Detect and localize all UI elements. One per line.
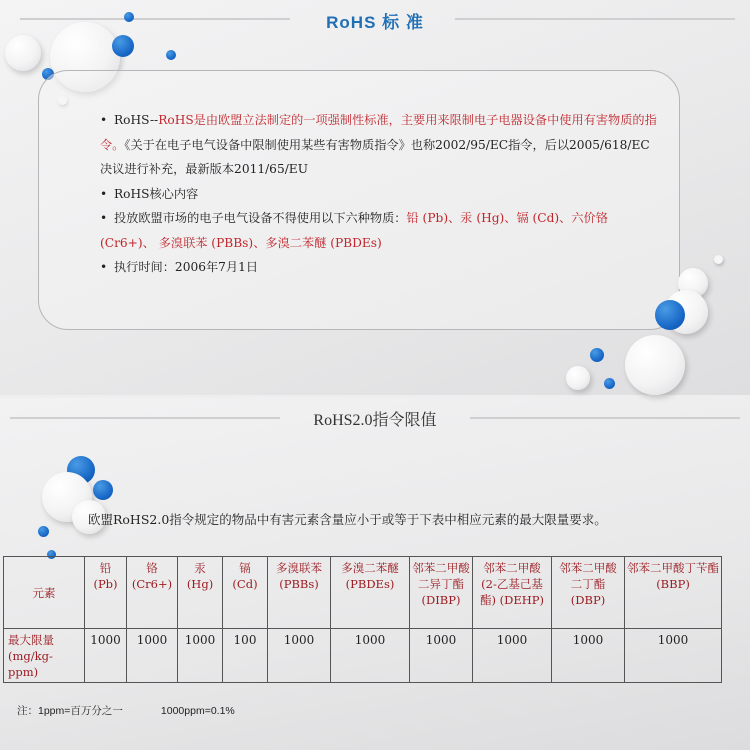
table-header-cell: 铅 (Pb)	[85, 557, 127, 629]
bullet-icon: •	[100, 113, 108, 127]
table-header-cell: 镉 (Cd)	[223, 557, 268, 629]
limits-intro-text: 欧盟RoHS2.0指令规定的物品中有害元素含量应小于或等于下表中相应元素的最大限量要求。	[88, 512, 607, 527]
table-header-cell: 汞 (Hg)	[178, 557, 223, 629]
decor-dot-blue	[166, 50, 176, 60]
substances-list: 铅 (Pb)、汞 (Hg)、镉 (Cd)、六价铬 (Cr6+)、 多溴联苯 (PBBs)、多溴二苯醚 (PBDEs)	[100, 211, 608, 250]
table-cell-value: 1000	[268, 629, 331, 683]
definition-rest: 《关于在电子电气设备中限制使用某些有害物质指令》也称2002/95/EC指令，后以2005/618/EC决议进行补充，最新版本2011/65/EU	[100, 137, 650, 176]
paragraph-effective-date	[100, 255, 660, 280]
paragraph-definition	[100, 108, 660, 182]
footnote-conversion: 1000ppm=0.1%	[160, 705, 235, 717]
decor-circle-white	[5, 35, 41, 71]
decor-circle-blue	[112, 35, 134, 57]
table-cell-value: 100	[223, 629, 268, 683]
footnote-ppm: 注：1ppm=百万分之一	[17, 705, 123, 717]
table-cell-value: 1000	[552, 629, 625, 683]
bullet-icon: •	[100, 211, 108, 225]
table-header-cell: 元素	[4, 557, 85, 629]
footnote	[17, 703, 273, 718]
table-header-cell: 邻苯二甲酸 (2-乙基己基酯) (DEHP)	[473, 557, 552, 629]
decor-circle-blue	[93, 480, 113, 500]
decor-circle-white-large	[625, 335, 685, 395]
substances-prefix: 投放欧盟市场的电子电气设备不得使用以下六种物质：	[114, 211, 407, 225]
decor-dot-white	[714, 255, 723, 264]
table-cell-value: 1000	[178, 629, 223, 683]
decor-dot-blue	[590, 348, 604, 362]
table-header-cell: 多溴二苯醚 (PBDEs)	[331, 557, 410, 629]
decor-dot-blue	[124, 12, 134, 22]
definition-red-text: RoHS是由欧盟立法制定的一项强制性标准，主要用来限制电子电器设备中使用有害物质的指令。	[100, 113, 657, 152]
definition-prefix: RoHS--	[114, 113, 159, 127]
decor-circle-white	[566, 366, 590, 390]
paragraph-core-content	[100, 182, 660, 207]
section-title-rohs2-limits: RoHS2.0指令限值	[313, 412, 437, 429]
table-header-cell: 邻苯二甲酸二异丁酯 (DIBP)	[410, 557, 473, 629]
limits-table	[3, 556, 722, 683]
section-title-rohs-standard: RoHS 标 准	[326, 13, 424, 32]
table-cell-value: 1000	[625, 629, 722, 683]
rohs-description	[100, 108, 660, 280]
effective-date: 执行时间：2006年7月1日	[114, 260, 259, 274]
table-header-cell: 邻苯二甲酸二丁酯 (DBP)	[552, 557, 625, 629]
table-header-row	[4, 557, 722, 629]
bullet-icon: •	[100, 260, 108, 274]
core-content-label: RoHS核心内容	[114, 186, 199, 201]
decor-circle-blue	[655, 300, 685, 330]
table-header-cell: 铬 (Cr6+)	[127, 557, 178, 629]
table-header-cell: 邻苯二甲酸丁苄酯 (BBP)	[625, 557, 722, 629]
table-header-cell: 多溴联苯 (PBBs)	[268, 557, 331, 629]
table-cell-value: 1000	[410, 629, 473, 683]
table-cell-value: 1000	[331, 629, 410, 683]
table-cell-value: 1000	[127, 629, 178, 683]
bullet-icon: •	[100, 186, 108, 201]
row-label-max-limit: 最大限量 (mg/kg-ppm)	[4, 629, 85, 683]
paragraph-substances	[100, 206, 660, 255]
table-cell-value: 1000	[85, 629, 127, 683]
table-row	[4, 629, 722, 683]
decor-dot-blue	[604, 378, 615, 389]
table-cell-value: 1000	[473, 629, 552, 683]
decor-dot-blue	[38, 526, 49, 537]
